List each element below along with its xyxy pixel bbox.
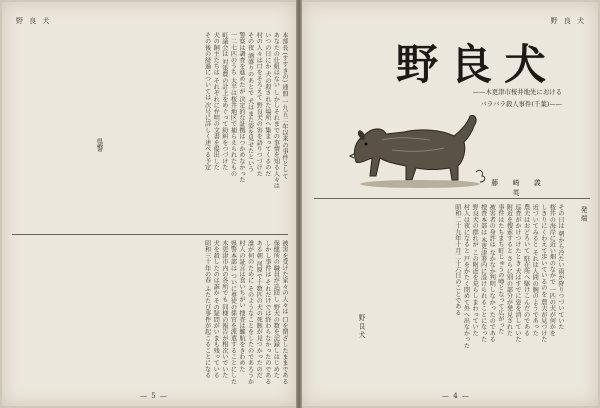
subtitle-line-2: バラバラ殺人事件(千葉)—— bbox=[480, 100, 562, 108]
right-col: その日は 朝から冷たい雨が降りつづいていた bbox=[557, 204, 564, 330]
left-col: あなたの仕組はない しかしそれまでの事情を知る人々は bbox=[272, 32, 280, 189]
right-col: 野良犬の群れが この附近を荒らしまわっていた bbox=[471, 204, 479, 337]
left-col: 本部長 (すすきの) 連盟 一九五二年以来の事件として bbox=[281, 32, 288, 180]
left-col: ある朝 河原で十数匹の犬の死骸が見つかったのだ bbox=[255, 240, 263, 379]
left-col: 昭和三十年の春 ふたたび事件が起こることになる bbox=[203, 240, 211, 379]
subtitle-line-1: ——木更津市桜井地先における bbox=[472, 88, 562, 96]
right-col: 昭和二十九年十月二十六日のことである bbox=[453, 204, 461, 316]
article-title: 野良犬 bbox=[395, 40, 558, 89]
right-col: 近づいてみると それは人間の腕のようであった bbox=[531, 204, 539, 337]
left-col: しかし事件は それだけでは終わらなかったのである bbox=[263, 240, 271, 385]
author-name: 藤 崎 義 英 bbox=[491, 179, 547, 197]
left-page bbox=[2, 2, 296, 406]
left-col: 村人の証言は食いちがい 捜査は難航をきわめた bbox=[238, 240, 246, 373]
left-page-number: — 5 — bbox=[140, 392, 168, 400]
left-col: その夜 酒盛りのあとで 犬はまた姿を見せたという bbox=[246, 32, 254, 173]
right-col: 捜査本部は 木更津署内に設けられることになった bbox=[479, 204, 487, 343]
right-col: しきりにくわえて歩いているのを 農夫が見つけた bbox=[539, 204, 547, 343]
right-section-label: 発 端 bbox=[579, 206, 587, 222]
right-divider bbox=[314, 198, 590, 199]
right-text-block bbox=[314, 204, 564, 386]
left-col: 誰が何のために そのようなことをしたのであろうか bbox=[246, 240, 254, 385]
left-lower-text-block bbox=[12, 240, 288, 390]
right-col: 桜井の海岸に近い畑のなかで 一匹の犬が何かを bbox=[548, 204, 556, 337]
left-col: 犬の飼主たちは それぞれに弁明の文書を提出した bbox=[212, 32, 220, 171]
left-upper-text-block bbox=[12, 32, 288, 232]
left-col: 警察は調査を進めたが 決定的な証拠はつかめなかった bbox=[238, 32, 246, 183]
dog-illustration bbox=[342, 110, 492, 192]
right-signature: 野 良 犬 bbox=[357, 314, 365, 338]
right-col: 村人は夜になると 戸をかたく閉めて外へ出なかった bbox=[462, 204, 470, 349]
left-col: 一二七匹のうち 大半は桜井地区で捕らえられたもの bbox=[229, 32, 237, 177]
right-col: 附近を捜索すると さらに別の部分が発見された bbox=[505, 204, 513, 337]
right-col: 被害者の身許は なかなか判明しなかったのである bbox=[488, 204, 496, 343]
right-running-header: 野 良 犬 bbox=[550, 17, 586, 25]
right-col: 事件はたちまち町じゅうの噂となって広がった bbox=[496, 204, 504, 335]
left-col: 犬を殺したのは誰か その疑問がいまも残っている bbox=[212, 240, 220, 379]
article-subtitle bbox=[372, 86, 562, 110]
left-col: その後の経過については 次号に詳しく述べる予定 bbox=[203, 32, 211, 171]
right-col: 巡査がかけつけたとき 犬はすでに姿を消していた bbox=[514, 204, 522, 343]
right-page bbox=[302, 2, 598, 406]
left-col: 町議会は 対策費の計上をめぐって紛糾をつづけた bbox=[220, 32, 228, 171]
left-col: 木更津市内の各所でも 同様の報告が相次いでいた bbox=[220, 240, 228, 379]
left-running-header: 野 良 犬 bbox=[16, 17, 52, 25]
right-col: 農夫はおどろいて 駐在所へ駆けこんだのである bbox=[522, 204, 530, 337]
left-section-label: 県警 bbox=[95, 138, 103, 152]
left-divider bbox=[12, 234, 288, 235]
left-col: 村の人々は口をそろえて 野良犬の害を語りつづけた bbox=[255, 32, 263, 177]
left-col: 保健所の職員が巡回し 野犬の数を記録しはじめた bbox=[272, 240, 280, 379]
left-col: いつの日にか 犬の殺された場所へ集まってくるのだ bbox=[263, 32, 271, 177]
right-page-number: — 4 — bbox=[442, 392, 470, 400]
left-col: 県警本部は ついに専従の係官を派遣することにした bbox=[229, 240, 237, 385]
left-col: 被害を受けた家々の人々は 口を閉ざしたままである bbox=[281, 240, 288, 385]
